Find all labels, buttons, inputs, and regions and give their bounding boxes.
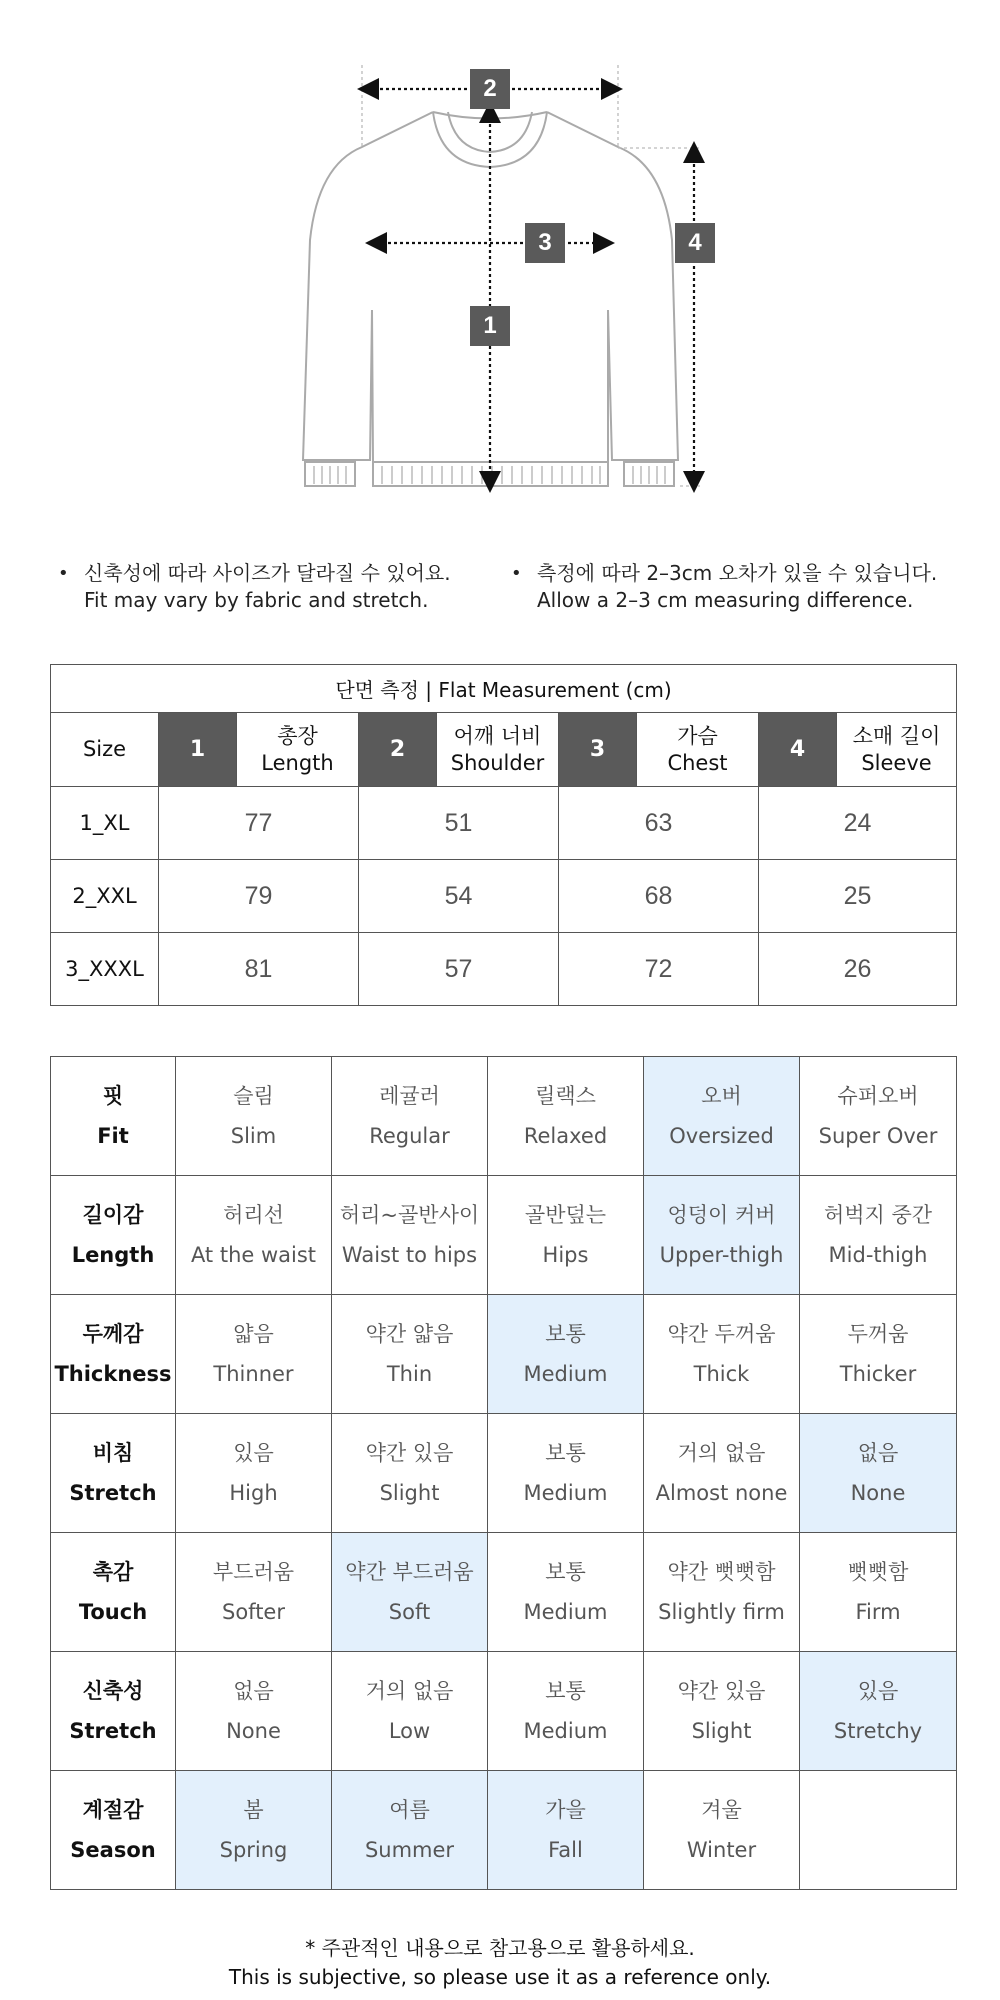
attribute-option: 릴랙스 Relaxed (488, 1057, 644, 1176)
attribute-option: 약간 있음 Slight (332, 1414, 488, 1533)
size-name: 2_XXL (51, 860, 159, 933)
table-row (51, 787, 957, 860)
attribute-label: 핏 Fit (51, 1057, 176, 1176)
note-measuring (511, 560, 957, 614)
attribute-option: 약간 있음 Slight (644, 1652, 800, 1771)
attribute-option: 부드러움 Softer (176, 1533, 332, 1652)
attribute-option: 허리선 At the waist (176, 1176, 332, 1295)
attribute-option: 얇음 Thinner (176, 1295, 332, 1414)
attribute-option: 보통 Medium (488, 1295, 644, 1414)
bullet-icon: • (511, 563, 522, 584)
disclaimer-en: This is subjective, so please use it as a reference only. (228, 1965, 772, 1989)
column-header: 가슴 Chest (637, 713, 759, 787)
attribute-label: 두께감 Thickness (51, 1295, 176, 1414)
note-measuring-en: Allow a 2–3 cm measuring difference. (537, 588, 914, 612)
attribute-row (51, 1295, 957, 1414)
attribute-row (51, 1533, 957, 1652)
attribute-table (50, 1056, 957, 1890)
attribute-option: 허벅지 중간 Mid-thigh (800, 1176, 957, 1295)
note-fit-en: Fit may vary by fabric and stretch. (84, 588, 429, 612)
disclaimer-ko: * 주관적인 내용으로 참고용으로 활용하세요. (305, 1936, 695, 1960)
chest-value: 68 (559, 860, 759, 933)
attribute-row (51, 1176, 957, 1295)
attribute-row (51, 1771, 957, 1890)
attribute-option: 엉덩이 커버 Upper-thigh (644, 1176, 800, 1295)
sleeve-value: 25 (759, 860, 957, 933)
attribute-row (51, 1652, 957, 1771)
attribute-row (51, 1414, 957, 1533)
attribute-option: 약간 뻣뻣함 Slightly firm (644, 1533, 800, 1652)
sleeve-value: 24 (759, 787, 957, 860)
chest-value: 63 (559, 787, 759, 860)
attribute-option: 허리~골반사이 Waist to hips (332, 1176, 488, 1295)
sleeve-value: 26 (759, 933, 957, 1006)
column-header: 어깨 너비 Shoulder (437, 713, 559, 787)
attribute-row (51, 1057, 957, 1176)
attribute-option: 약간 두꺼움 Thick (644, 1295, 800, 1414)
table-row (51, 860, 957, 933)
column-header: 소매 길이 Sleeve (837, 713, 957, 787)
size-table (50, 664, 957, 1006)
attribute-option: 겨울 Winter (644, 1771, 800, 1890)
attribute-option: 슬림 Slim (176, 1057, 332, 1176)
attribute-option: 보통 Medium (488, 1533, 644, 1652)
attribute-option: 가을 Fall (488, 1771, 644, 1890)
size-name: 1_XL (51, 787, 159, 860)
note-measuring-ko: 측정에 따라 2–3cm 오차가 있을 수 있습니다. (537, 561, 938, 585)
attribute-option: 레귤러 Regular (332, 1057, 488, 1176)
column-number: 2 (359, 713, 437, 787)
attribute-option: 거의 없음 Low (332, 1652, 488, 1771)
attribute-label: 계절감 Season (51, 1771, 176, 1890)
length-value: 77 (159, 787, 359, 860)
length-value: 81 (159, 933, 359, 1006)
attribute-option: 보통 Medium (488, 1414, 644, 1533)
attribute-option (800, 1771, 957, 1890)
chest-value: 72 (559, 933, 759, 1006)
marker-1: 1 (470, 306, 510, 346)
column-header: 총장 Length (237, 713, 359, 787)
attribute-option: 보통 Medium (488, 1652, 644, 1771)
bullet-icon: • (58, 563, 69, 584)
attribute-option: 두꺼움 Thicker (800, 1295, 957, 1414)
shoulder-value: 54 (359, 860, 559, 933)
shoulder-value: 51 (359, 787, 559, 860)
note-fit-ko: 신축성에 따라 사이즈가 달라질 수 있어요. (84, 561, 451, 585)
attribute-label: 촉감 Touch (51, 1533, 176, 1652)
attribute-label: 비침 Stretch (51, 1414, 176, 1533)
attribute-option: 뻣뻣함 Firm (800, 1533, 957, 1652)
sweater-measurement-diagram (0, 0, 1000, 500)
disclaimer (0, 1934, 1000, 1992)
table-row (51, 933, 957, 1006)
column-number: 4 (759, 713, 837, 787)
attribute-option: 약간 얇음 Thin (332, 1295, 488, 1414)
attribute-option: 거의 없음 Almost none (644, 1414, 800, 1533)
size-table-title: 단면 측정 | Flat Measurement (cm) (51, 665, 957, 713)
attribute-label: 길이감 Length (51, 1176, 176, 1295)
marker-4: 4 (675, 223, 715, 263)
marker-2: 2 (470, 69, 510, 109)
attribute-option: 골반덮는 Hips (488, 1176, 644, 1295)
attribute-option: 있음 High (176, 1414, 332, 1533)
attribute-option: 슈퍼오버 Super Over (800, 1057, 957, 1176)
column-number: 1 (159, 713, 237, 787)
column-number: 3 (559, 713, 637, 787)
attribute-option: 여름 Summer (332, 1771, 488, 1890)
length-value: 79 (159, 860, 359, 933)
shoulder-value: 57 (359, 933, 559, 1006)
attribute-option: 없음 None (800, 1414, 957, 1533)
size-name: 3_XXXL (51, 933, 159, 1006)
attribute-label: 신축성 Stretch (51, 1652, 176, 1771)
note-fit (58, 560, 524, 614)
attribute-option: 있음 Stretchy (800, 1652, 957, 1771)
attribute-option: 오버 Oversized (644, 1057, 800, 1176)
attribute-option: 없음 None (176, 1652, 332, 1771)
attribute-option: 봄 Spring (176, 1771, 332, 1890)
marker-3: 3 (525, 223, 565, 263)
attribute-option: 약간 부드러움 Soft (332, 1533, 488, 1652)
size-header: Size (51, 713, 159, 787)
